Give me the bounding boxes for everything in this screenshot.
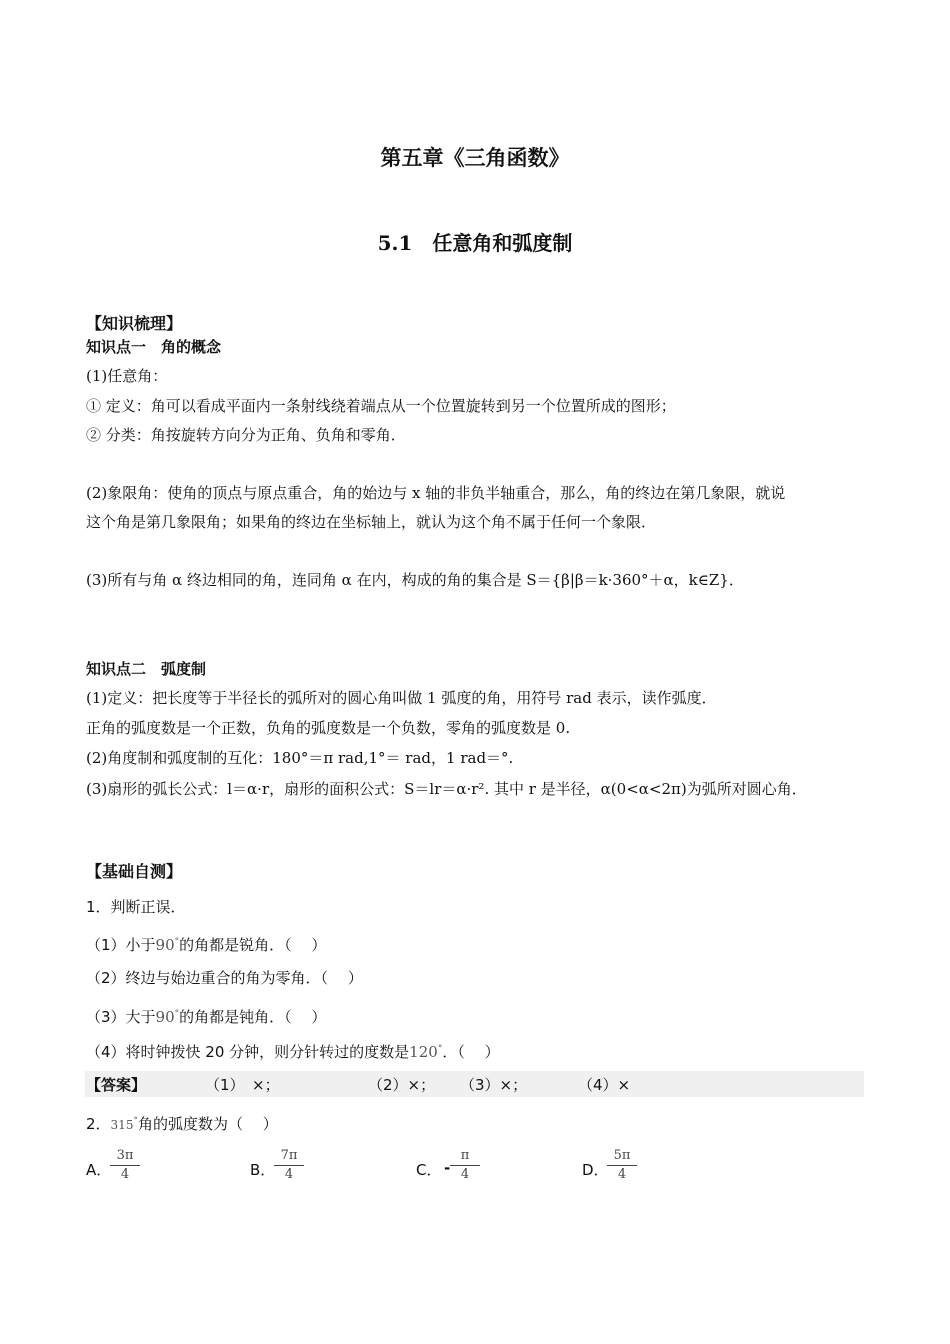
answer-part: （3）×； xyxy=(460,1076,528,1094)
answer-label: 【答案】 xyxy=(86,1076,147,1094)
kp1-line: ② 分类：角按旋转方向分为正角、负角和零角． xyxy=(86,426,406,444)
knowledge-heading: 【知识梳理】 xyxy=(86,314,183,333)
question-1-item-2: （2）终边与始边重合的角为零角．（ ） xyxy=(86,969,363,987)
option-c-sign: - xyxy=(444,1159,451,1177)
question-1-item-4: （4）将时钟拨快 20 分钟，则分针转过的度数是120°．（ ） xyxy=(86,1043,500,1061)
option-a-label[interactable]: A． xyxy=(86,1161,112,1179)
option-c-label[interactable]: C． xyxy=(416,1161,442,1179)
knowledge-point-1-heading: 知识点一 角的概念 xyxy=(86,338,222,356)
question-1-item-3: （3）大于90°的角都是钝角．（ ） xyxy=(86,1008,327,1026)
kp2-line: (1)定义：把长度等于半径长的弧所对的圆心角叫做 1 弧度的角，用符号 rad 表示，读作弧度． xyxy=(86,689,717,707)
answer-part: （4）× xyxy=(578,1076,631,1094)
knowledge-point-2-heading: 知识点二 弧度制 xyxy=(86,660,207,678)
option-a-fraction[interactable]: $\frac{3\pi}{4}$ xyxy=(110,1148,140,1183)
question-2-stem: 2．315°角的弧度数为（ ） xyxy=(86,1115,278,1133)
chapter-title: 第五章《三角函数》 xyxy=(380,145,570,170)
kp1-line: 这个角是第几象限角；如果角的终边在坐标轴上，就认为这个角不属于任何一个象限． xyxy=(86,513,657,531)
kp1-line: (1)任意角： xyxy=(86,367,168,385)
option-b-label[interactable]: B． xyxy=(250,1161,276,1179)
question-1-item-1: （1）小于90°的角都是锐角．（ ） xyxy=(86,936,327,954)
kp2-line: (3)扇形的弧长公式：l＝α·r，扇形的面积公式：S＝lr＝α·r². 其中 r 是半径，α(0<α<2π)为弧所对圆心角． xyxy=(86,780,807,798)
option-b-fraction[interactable]: $\frac{7\pi}{4}$ xyxy=(274,1148,304,1183)
option-d-label[interactable]: D． xyxy=(582,1161,609,1179)
kp1-line: (2)象限角：使角的顶点与原点重合，角的始边与 x 轴的非负半轴重合，那么，角的终边在第几象限，就说 xyxy=(86,484,786,502)
kp1-line: (3)所有与角 α 终边相同的角，连同角 α 在内，构成的角的集合是 S＝{β|β＝k·360°＋α，k∈Z}． xyxy=(86,571,744,589)
option-d-fraction[interactable]: $\frac{5\pi}{4}$ xyxy=(607,1148,637,1183)
section-title: 5.1 任意角和弧度制 xyxy=(377,231,573,255)
self-test-heading: 【基础自测】 xyxy=(86,862,183,881)
answer-part: （1） ×； xyxy=(205,1076,280,1094)
kp2-line: 正角的弧度数是一个正数，负角的弧度数是一个负数，零角的弧度数是 0. xyxy=(86,719,571,737)
kp1-line: ① 定义：角可以看成平面内一条射线绕着端点从一个位置旋转到另一个位置所成的图形； xyxy=(86,397,676,415)
option-c-fraction[interactable]: $\frac{\pi}{4}$ xyxy=(450,1148,480,1183)
answer-part: （2）×； xyxy=(368,1076,436,1094)
kp2-line: (2)角度制和弧度制的互化：180°＝π rad,1°＝ rad，1 rad＝°. xyxy=(86,749,514,767)
question-1-stem: 1．判断正误． xyxy=(86,898,186,916)
